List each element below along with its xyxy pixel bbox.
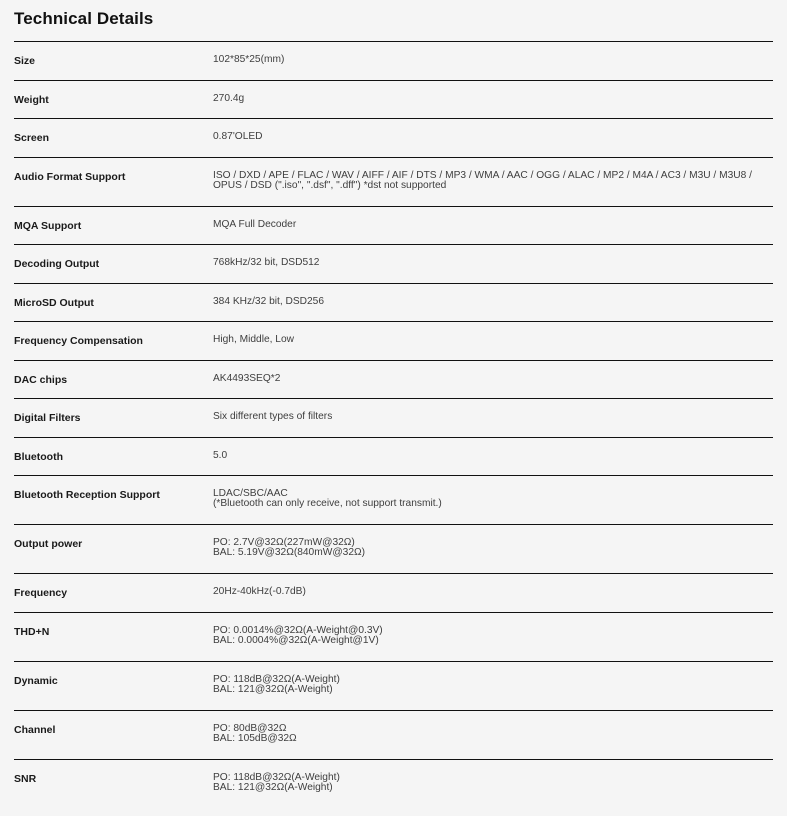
page-title: Technical Details (14, 9, 154, 28)
spec-row (14, 573, 773, 612)
spec-label: DAC chips (14, 373, 68, 386)
spec-value (213, 258, 773, 283)
spec-value (213, 587, 773, 612)
spec-label: MQA Support (14, 219, 82, 232)
spec-value-line: BAL: 105dB@32Ω (213, 732, 297, 744)
spec-row (14, 612, 773, 661)
spec-value (213, 55, 773, 80)
spec-value (213, 773, 773, 808)
spec-label: MicroSD Output (14, 296, 94, 309)
spec-row (14, 41, 773, 80)
spec-value-line: (*Bluetooth can only receive, not support transmit.) (213, 498, 442, 509)
spec-label: Output power (14, 538, 83, 550)
spec-row (14, 360, 773, 399)
spec-row (14, 475, 773, 524)
spec-row (14, 398, 773, 437)
spec-label: Frequency Compensation (14, 335, 143, 347)
spec-value (213, 451, 773, 476)
spec-label: THD+N (14, 625, 50, 638)
spec-value-line: ISO / DXD / APE / FLAC / WAV / AIFF / AIF / DTS / MP3 / WMA / AAC / OGG / ALAC / MP2 / M4A / AC3 / M3U / M3U8 / (213, 169, 752, 181)
spec-value (213, 538, 773, 573)
spec-label: Decoding Output (14, 258, 100, 270)
spec-row (14, 118, 773, 157)
spec-value-line: LDAC/SBC/AAC (213, 488, 288, 499)
spec-table (14, 41, 773, 808)
spec-value-line: High, Middle, Low (213, 334, 294, 345)
spec-label: Audio Format Support (14, 170, 126, 183)
spec-row (14, 437, 773, 476)
spec-value (213, 171, 773, 206)
spec-value-line: 102*85*25(mm) (213, 54, 285, 65)
spec-label: Frequency (14, 587, 68, 599)
spec-label: SNR (14, 772, 37, 785)
spec-label: Channel (14, 723, 56, 736)
spec-value (213, 374, 773, 399)
spec-value-line: PO: 118dB@32Ω(A-Weight) (213, 771, 340, 783)
spec-value-line: 5.0 (213, 449, 228, 461)
spec-row (14, 661, 773, 710)
spec-value (213, 94, 773, 119)
spec-label: Dynamic (14, 674, 58, 687)
spec-label: Bluetooth Reception Support (14, 489, 160, 501)
spec-value-line: 384 KHz/32 bit, DSD256 (213, 295, 324, 307)
spec-value-line: Six different types of filters (213, 411, 333, 422)
spec-value-line: 270.4g (213, 92, 245, 104)
spec-row (14, 759, 773, 808)
spec-row (14, 524, 773, 573)
spec-value (213, 220, 773, 245)
spec-row (14, 283, 773, 322)
spec-label: Weight (14, 93, 49, 106)
spec-label: Size (14, 55, 36, 67)
spec-row (14, 80, 773, 119)
spec-value (213, 412, 773, 437)
spec-value-line: PO: 118dB@32Ω(A-Weight) (213, 673, 340, 685)
spec-value-line: BAL: 121@32Ω(A-Weight) (213, 683, 333, 695)
spec-value-line: 768kHz/32 bit, DSD512 (213, 257, 320, 268)
spec-value (213, 724, 773, 759)
spec-value (213, 335, 773, 360)
spec-row (14, 244, 773, 283)
spec-value (213, 489, 773, 524)
spec-value-line: BAL: 0.0004%@32Ω(A-Weight@1V) (213, 634, 379, 646)
spec-value-line: PO: 2.7V@32Ω(227mW@32Ω) (213, 537, 355, 548)
spec-value-line: PO: 0.0014%@32Ω(A-Weight@0.3V) (213, 624, 383, 636)
spec-label: Bluetooth (14, 450, 63, 463)
spec-row (14, 710, 773, 759)
spec-value (213, 132, 773, 157)
spec-value-line: AK4493SEQ*2 (213, 372, 281, 384)
spec-row (14, 321, 773, 360)
spec-value-line: PO: 80dB@32Ω (213, 722, 287, 734)
spec-row (14, 157, 773, 206)
spec-label: Digital Filters (14, 412, 81, 424)
spec-value (213, 675, 773, 710)
spec-value (213, 297, 773, 322)
spec-row (14, 206, 773, 245)
spec-value-line: OPUS / DSD (".iso", ".dsf", ".dff") *dst not supported (213, 179, 447, 191)
spec-label: Screen (14, 132, 50, 144)
spec-value-line: BAL: 5.19V@32Ω(840mW@32Ω) (213, 547, 366, 558)
spec-value (213, 626, 773, 661)
spec-value-line: MQA Full Decoder (213, 218, 297, 230)
spec-value-line: 0.87'OLED (213, 131, 263, 142)
spec-value-line: BAL: 121@32Ω(A-Weight) (213, 781, 333, 793)
spec-value-line: 20Hz-40kHz(-0.7dB) (213, 586, 306, 597)
